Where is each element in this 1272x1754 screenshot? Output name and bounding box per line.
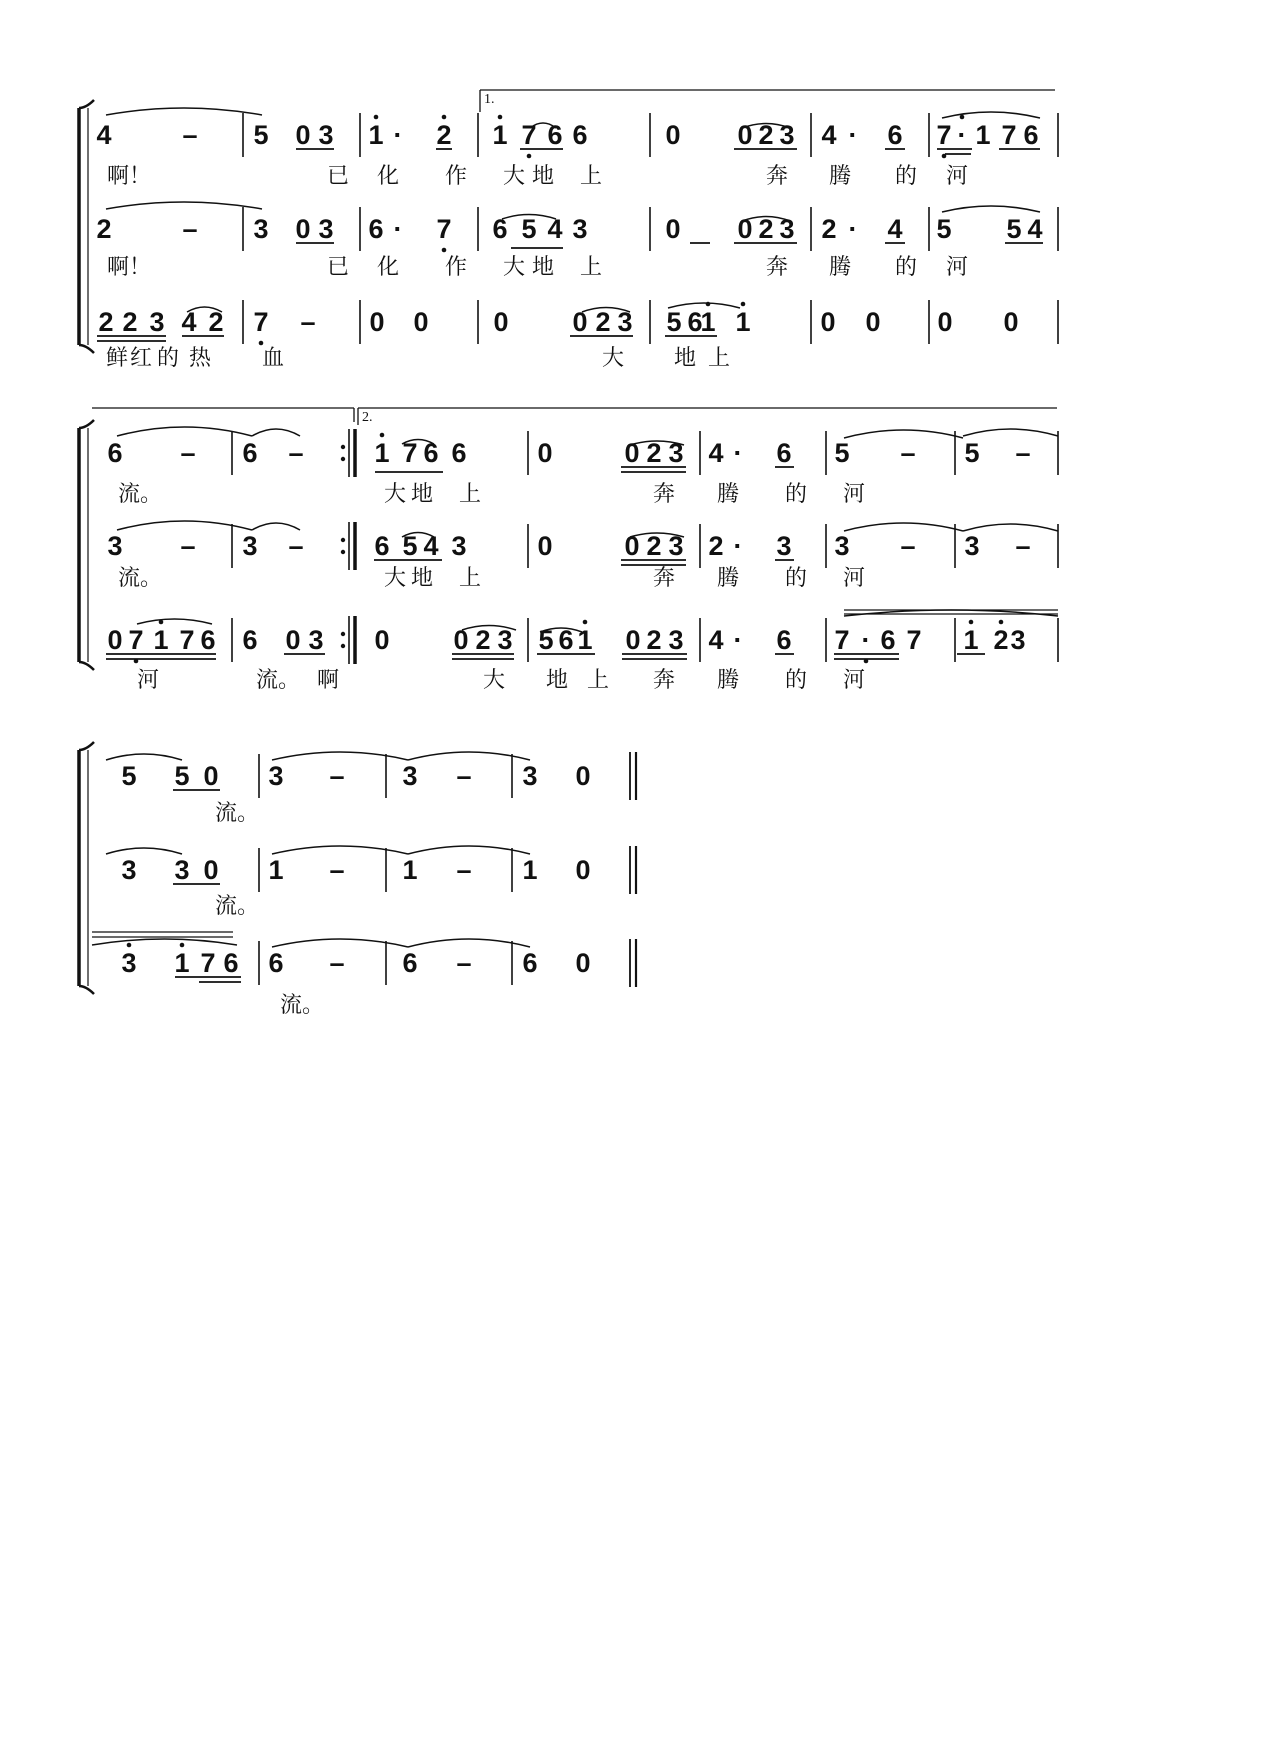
note: 2 — [646, 625, 662, 655]
note: 0 — [665, 120, 681, 150]
note: 0 — [625, 625, 641, 655]
note: 3 — [121, 855, 137, 885]
lyric-syllable: 上 — [459, 482, 482, 507]
note: 3 — [174, 855, 190, 885]
note: 1 — [577, 625, 593, 655]
note: 2 — [122, 307, 138, 337]
octave-dot — [442, 248, 447, 253]
note: 2 — [993, 625, 1009, 655]
slur — [963, 429, 1058, 436]
slur — [106, 202, 262, 209]
note: 0 — [295, 120, 311, 150]
lyric-syllable: 流。 — [280, 993, 325, 1018]
note: – — [456, 761, 472, 791]
note: 6 — [374, 531, 390, 561]
lyric-syllable: 地 — [532, 255, 555, 280]
note: 6 — [423, 438, 439, 468]
note: 3 — [497, 625, 513, 655]
slur — [272, 752, 408, 760]
note: · — [861, 625, 871, 655]
note: 0 — [572, 307, 588, 337]
note: 1 — [975, 120, 991, 150]
note: 7 — [200, 948, 216, 978]
note: 1 — [522, 855, 538, 885]
note: – — [288, 438, 304, 468]
lyric-syllable: 血 — [262, 346, 285, 371]
note: 3 — [253, 214, 269, 244]
note: – — [900, 531, 916, 561]
voice-line — [121, 948, 590, 1018]
lyric-syllable: 上 — [708, 346, 731, 371]
note: 3 — [779, 214, 795, 244]
note: – — [329, 761, 345, 791]
octave-dot — [180, 943, 185, 948]
lyric-syllable: 腾 — [717, 668, 740, 693]
lyric-syllable: 腾 — [717, 482, 740, 507]
note: 3 — [964, 531, 980, 561]
note: – — [182, 120, 198, 150]
system-bracket — [79, 742, 94, 750]
lyric-syllable: 的 — [157, 346, 180, 371]
note: 6 — [200, 625, 216, 655]
note: 7 — [936, 120, 952, 150]
note: · — [848, 214, 858, 244]
note: 0 — [937, 307, 953, 337]
lyric-syllable: 的 — [785, 668, 808, 693]
slur — [963, 524, 1058, 531]
system-bracket — [79, 100, 94, 108]
note: 0 — [624, 531, 640, 561]
note: 5 — [521, 214, 537, 244]
note: · — [393, 214, 403, 244]
note: 2 — [646, 531, 662, 561]
note: 2 — [98, 307, 114, 337]
note: 5 — [834, 438, 850, 468]
slur — [844, 430, 963, 438]
slur — [106, 848, 182, 854]
lyric-syllable: 作 — [445, 255, 468, 280]
octave-dot — [999, 620, 1004, 625]
lyric-syllable: 河 — [946, 164, 969, 189]
note: 3 — [572, 214, 588, 244]
note: – — [456, 855, 472, 885]
note: 1 — [402, 855, 418, 885]
note: 6 — [368, 214, 384, 244]
lyric-syllable: 的 — [895, 255, 918, 280]
lyric-syllable: 啊 — [317, 668, 340, 693]
lyric-syllable: 地 — [674, 346, 697, 371]
note: 5 — [964, 438, 980, 468]
octave-dot — [960, 115, 965, 120]
note: 6 — [880, 625, 896, 655]
system-bracket — [79, 420, 94, 428]
note: 4 — [96, 120, 112, 150]
note: 0 — [107, 625, 123, 655]
lyric-syllable: 河 — [843, 566, 866, 591]
slur — [272, 939, 408, 947]
note: 0 — [537, 531, 553, 561]
lyric-syllable: 大 — [503, 255, 526, 280]
lyric-syllable: 地 — [546, 668, 569, 693]
lyric-syllable: 流。 — [118, 566, 163, 591]
note: 6 — [268, 948, 284, 978]
lyric-syllable: 化 — [377, 164, 400, 189]
note: · — [733, 625, 743, 655]
slur — [942, 206, 1040, 212]
lyric-syllable: 腾 — [717, 566, 740, 591]
repeat-dot — [341, 550, 345, 554]
slur — [252, 523, 300, 530]
lyric-syllable: 的 — [785, 566, 808, 591]
note: 6 — [242, 438, 258, 468]
note: 3 — [522, 761, 538, 791]
note: 6 — [776, 438, 792, 468]
lyric-syllable: 作 — [445, 164, 468, 189]
slur — [252, 429, 300, 436]
lyric-syllable: 奔 — [766, 164, 789, 189]
note: 6 — [223, 948, 239, 978]
note: 7 — [906, 625, 922, 655]
octave-dot — [498, 115, 503, 120]
volta-2-label: 2. — [362, 410, 373, 425]
slur — [942, 112, 1040, 118]
note: 1 — [374, 438, 390, 468]
octave-dot — [127, 943, 132, 948]
note: 0 — [493, 307, 509, 337]
note: 0 — [453, 625, 469, 655]
slur — [137, 619, 212, 624]
note: 3 — [776, 531, 792, 561]
note: 5 — [121, 761, 137, 791]
octave-dot — [969, 620, 974, 625]
note: 0 — [665, 214, 681, 244]
note: 3 — [617, 307, 633, 337]
note: – — [456, 948, 472, 978]
lyric-syllable: 啊！ — [107, 255, 152, 280]
lyric-syllable: 流。 — [118, 482, 163, 507]
lyric-syllable: 上 — [580, 255, 603, 280]
note: 1 — [174, 948, 190, 978]
note: 3 — [318, 120, 334, 150]
note: 4 — [708, 438, 724, 468]
note: 7 — [128, 625, 144, 655]
score-system — [121, 761, 590, 1018]
slur — [844, 610, 1058, 616]
note: 4 — [547, 214, 563, 244]
note: 5 — [936, 214, 952, 244]
note: 0 — [1003, 307, 1019, 337]
note: – — [900, 438, 916, 468]
note: 3 — [107, 531, 123, 561]
note: 1 — [492, 120, 508, 150]
note: 5 — [174, 761, 190, 791]
note: 4 — [887, 214, 903, 244]
note: 3 — [668, 531, 684, 561]
score-system — [96, 120, 1042, 371]
system-bracket — [79, 345, 94, 353]
note: 3 — [268, 761, 284, 791]
note: – — [1015, 531, 1031, 561]
note: 7 — [1001, 120, 1017, 150]
repeat-dot — [341, 445, 345, 449]
note: 0 — [285, 625, 301, 655]
note: 0 — [575, 761, 591, 791]
lyric-syllable: 热 — [189, 346, 212, 371]
note: 0 — [865, 307, 881, 337]
lyric-syllable: 已 — [327, 255, 350, 280]
note: 6 — [558, 625, 574, 655]
note: 3 — [668, 625, 684, 655]
lyric-syllable: 大 — [483, 668, 506, 693]
note: 3 — [779, 120, 795, 150]
note: 2 — [758, 214, 774, 244]
note: 0 — [369, 307, 385, 337]
slur — [844, 523, 963, 531]
voice-line — [121, 761, 590, 826]
lyric-syllable: 河 — [843, 482, 866, 507]
note: 7 — [179, 625, 195, 655]
octave-dot — [442, 115, 447, 120]
note: 0 — [413, 307, 429, 337]
note: 6 — [402, 948, 418, 978]
note: 1 — [268, 855, 284, 885]
lyric-syllable: 地 — [411, 566, 434, 591]
note: 6 — [687, 307, 703, 337]
note: 2 — [595, 307, 611, 337]
repeat-dot — [341, 644, 345, 648]
note: 2 — [708, 531, 724, 561]
octave-dot — [380, 433, 385, 438]
note: 0 — [737, 120, 753, 150]
lyric-syllable: 流。 — [215, 801, 260, 826]
note: 2 — [646, 438, 662, 468]
lyric-syllable: 啊！ — [107, 164, 152, 189]
lyric-syllable: 河 — [843, 668, 866, 693]
lyric-syllable: 上 — [459, 566, 482, 591]
note: – — [180, 438, 196, 468]
lyric-syllable: 河 — [946, 255, 969, 280]
note: · — [733, 531, 743, 561]
note: 6 — [492, 214, 508, 244]
note: 6 — [107, 438, 123, 468]
note: 2 — [436, 120, 452, 150]
note: 0 — [537, 438, 553, 468]
note: 7 — [253, 307, 269, 337]
note: 6 — [1023, 120, 1039, 150]
lyric-syllable: 鲜 — [106, 346, 129, 371]
note: 6 — [451, 438, 467, 468]
note: 3 — [834, 531, 850, 561]
note: 5 — [538, 625, 554, 655]
note: 3 — [402, 761, 418, 791]
lyric-syllable: 大 — [384, 566, 407, 591]
note: 3 — [149, 307, 165, 337]
note: 4 — [821, 120, 837, 150]
note: 7 — [521, 120, 537, 150]
voice-line — [121, 855, 590, 919]
repeat-dot — [341, 538, 345, 542]
lyric-syllable: 地 — [411, 482, 434, 507]
note: 7 — [436, 214, 452, 244]
repeat-dot — [341, 632, 345, 636]
note: · — [733, 438, 743, 468]
note: 5 — [402, 531, 418, 561]
lyric-syllable: 流。 — [215, 894, 260, 919]
note: 3 — [318, 214, 334, 244]
volta-1-label: 1. — [484, 92, 495, 107]
lyric-syllable: 上 — [587, 668, 610, 693]
note: – — [180, 531, 196, 561]
voice-line — [107, 438, 1030, 507]
lyric-syllable: 上 — [580, 164, 603, 189]
note: 5 — [253, 120, 269, 150]
lyric-syllable: 奔 — [766, 255, 789, 280]
lyric-syllable: 的 — [895, 164, 918, 189]
system-bracket — [79, 986, 94, 994]
note: 0 — [737, 214, 753, 244]
lyric-syllable: 腾 — [829, 255, 852, 280]
note: 2 — [821, 214, 837, 244]
voice-line — [96, 214, 1042, 280]
note: 5 — [666, 307, 682, 337]
note: – — [300, 307, 316, 337]
octave-dot — [741, 302, 746, 307]
lyric-syllable: 大 — [384, 482, 407, 507]
note: 1 — [735, 307, 751, 337]
voice-line — [107, 531, 1030, 591]
slur — [106, 754, 182, 760]
note: 0 — [575, 855, 591, 885]
note: 7 — [402, 438, 418, 468]
note: – — [182, 214, 198, 244]
lyric-syllable: 大 — [602, 346, 625, 371]
note: 2 — [475, 625, 491, 655]
note: 1 — [963, 625, 979, 655]
note: 6 — [242, 625, 258, 655]
note: 5 — [1006, 214, 1022, 244]
octave-dot — [374, 115, 379, 120]
octave-dot — [259, 341, 264, 346]
note: 2 — [208, 307, 224, 337]
note: 1 — [368, 120, 384, 150]
lyric-syllable: 地 — [532, 164, 555, 189]
voice-line — [96, 120, 1038, 189]
note: 3 — [668, 438, 684, 468]
octave-dot — [527, 154, 532, 159]
note: 4 — [1027, 214, 1043, 244]
note: 3 — [242, 531, 258, 561]
lyric-syllable: 河 — [137, 668, 160, 693]
lyric-syllable: 流。 — [256, 668, 301, 693]
lyric-syllable: 已 — [327, 164, 350, 189]
note: 0 — [624, 438, 640, 468]
note: 0 — [374, 625, 390, 655]
note: · — [848, 120, 858, 150]
note: 0 — [203, 855, 219, 885]
lyric-syllable: 奔 — [653, 482, 676, 507]
slur — [272, 846, 408, 854]
note: 0 — [203, 761, 219, 791]
note: – — [1015, 438, 1031, 468]
note: 4 — [708, 625, 724, 655]
repeat-dot — [341, 457, 345, 461]
note: 3 — [1010, 625, 1026, 655]
note: 4 — [181, 307, 197, 337]
note: 4 — [423, 531, 439, 561]
slur — [92, 939, 237, 945]
note: 2 — [758, 120, 774, 150]
note: 6 — [547, 120, 563, 150]
lyric-syllable: 腾 — [829, 164, 852, 189]
note: · — [393, 120, 403, 150]
system-bracket — [79, 662, 94, 670]
note: 2 — [96, 214, 112, 244]
note: 0 — [295, 214, 311, 244]
note: 6 — [522, 948, 538, 978]
note: 6 — [887, 120, 903, 150]
voice-line — [98, 307, 1018, 371]
note: 6 — [572, 120, 588, 150]
lyric-syllable: 化 — [377, 255, 400, 280]
note: 3 — [308, 625, 324, 655]
note: – — [329, 855, 345, 885]
note: – — [329, 948, 345, 978]
note: 3 — [121, 948, 137, 978]
octave-dot — [583, 620, 588, 625]
note: 1 — [700, 307, 716, 337]
slur — [106, 108, 262, 115]
note: 0 — [820, 307, 836, 337]
note: 7 — [834, 625, 850, 655]
note: 3 — [451, 531, 467, 561]
note: 0 — [575, 948, 591, 978]
lyric-syllable: 奔 — [653, 566, 676, 591]
note: 1 — [153, 625, 169, 655]
lyric-syllable: 奔 — [653, 668, 676, 693]
lyric-syllable: 大 — [503, 164, 526, 189]
lyric-syllable: 红 — [130, 346, 153, 371]
note: – — [288, 531, 304, 561]
lyric-syllable: 的 — [785, 482, 808, 507]
note: · — [957, 120, 967, 150]
note: 6 — [776, 625, 792, 655]
